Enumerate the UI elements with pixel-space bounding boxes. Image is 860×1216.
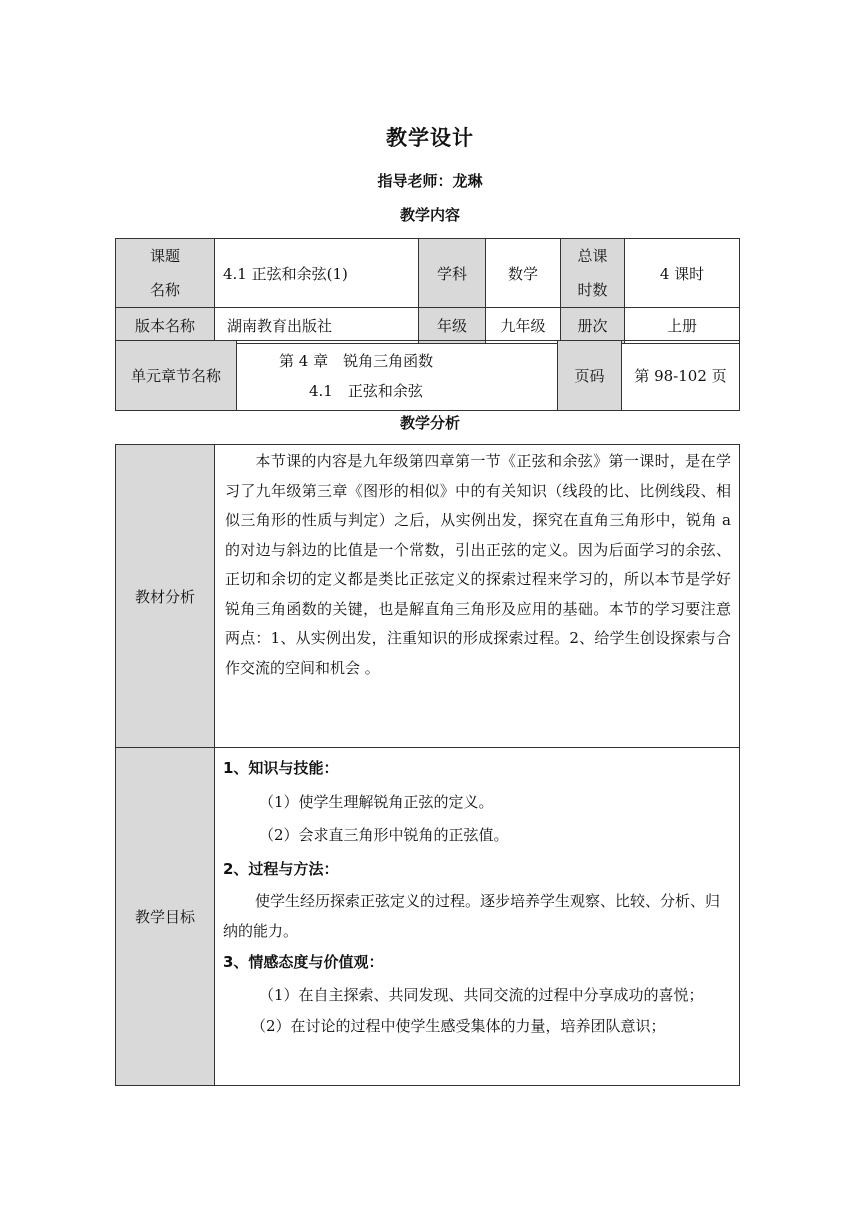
- unit-value: [237, 341, 558, 411]
- material-text: 本节课的内容是九年级第四章第一节《正弦和余弦》第一课时，是在学习了九年级第三章《图形的相似》中的有关知识（线段的比、比例线段、相似三角形的性质与判定）之后，从实例出发，探究在直角三角形中，锐角 a 的对边与斜边的比值是一个常数，引出正弦的定义。因为后面学习的余弦、正切和余切的定义都是类比正弦定义的探索过程来学习的，所以本节是学好锐角三角函数的关键，也是解直角三角形及应用的基础。本节的学习要注意两点：1、从实例出发，注重知识的形成探索过程。2、给学生创设探索与合作交流的空间和机会 。: [225, 452, 731, 677]
- goal-heading-3: 3、情感态度与价值观：: [223, 953, 384, 971]
- volume-value: 上册: [625, 308, 740, 344]
- hours-label: 总课 时数: [561, 239, 625, 308]
- grade-value: 九年级: [486, 308, 561, 344]
- goal-cell: [215, 748, 740, 1086]
- goal-item-3b: （2）在讨论的过程中使学生感受集体的力量，培养团队意识；: [251, 1016, 666, 1035]
- edition-label: 版本名称: [116, 308, 215, 344]
- material-cell: [215, 445, 740, 748]
- unit-line-2: 4.1 正弦和余弦: [309, 381, 423, 400]
- analysis-table: [115, 444, 740, 1086]
- goal-item-1a: （1）使学生理解锐角正弦的定义。: [259, 792, 494, 811]
- edition-value: 湖南教育出版社: [215, 308, 419, 344]
- subject-label: 学科: [419, 239, 486, 308]
- subject-value: 数学: [486, 239, 561, 308]
- unit-label: 单元章节名称: [116, 341, 237, 411]
- document-title: 教学设计: [386, 126, 474, 150]
- page-value: 第 98-102 页: [622, 341, 740, 411]
- volume-label: 册次: [561, 308, 625, 344]
- topic-label: 课题 名称: [116, 239, 215, 308]
- content-table-top: [115, 238, 740, 344]
- goal-item-2: 使学生经历探索正弦定义的过程。逐步培养学生观察、比较、分析、归纳的能力。: [223, 892, 721, 940]
- advisor-line: 指导老师：龙琳: [377, 172, 483, 190]
- section-heading-analysis: 教学分析: [399, 414, 460, 432]
- goal-heading-1: 1、知识与技能：: [223, 759, 339, 777]
- goal-item-1b: （2）会求直三角形中锐角的正弦值。: [259, 826, 509, 844]
- hours-value: 4 课时: [625, 239, 740, 308]
- unit-line-1: 第 4 章 锐角三角函数: [279, 351, 434, 370]
- section-heading-content: 教学内容: [399, 206, 460, 224]
- goal-heading-2: 2、过程与方法：: [223, 859, 339, 878]
- topic-value: 4.1 正弦和余弦(1): [215, 239, 419, 308]
- material-label: 教材分析: [116, 445, 215, 748]
- page-label: 页码: [558, 341, 622, 411]
- grade-label: 年级: [419, 308, 486, 344]
- content-table-unit: [115, 340, 740, 411]
- goal-item-3a: （1）在自主探索、共同发现、共同交流的过程中分享成功的喜悦；: [259, 985, 704, 1004]
- goal-label: 教学目标: [116, 748, 215, 1086]
